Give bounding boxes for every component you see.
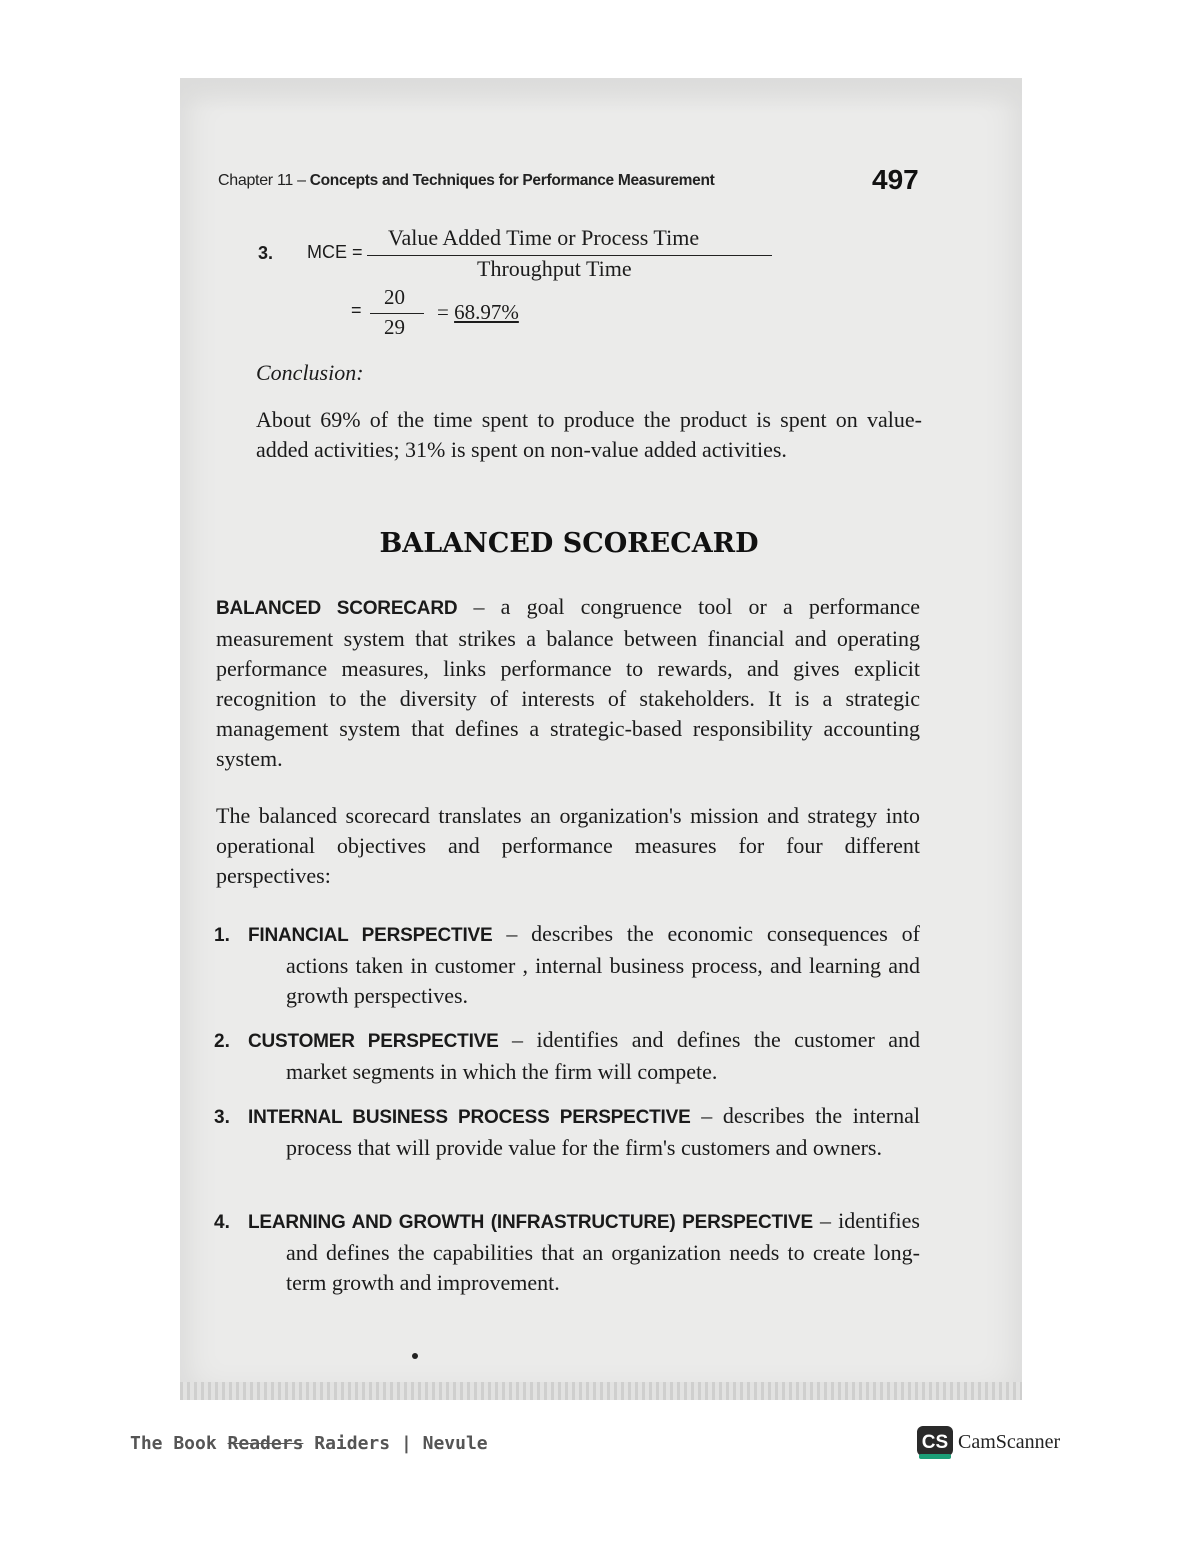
list-item (214, 1025, 920, 1087)
item-number: 4. (214, 1212, 230, 1233)
definition-paragraph (216, 592, 920, 774)
logo-text: CS (921, 1432, 949, 1453)
running-header (218, 172, 714, 190)
conclusion-text: About 69% of the time spent to produce the product is spent on value-added activities; 31% is spent on non-value added activities. (256, 407, 922, 462)
result-value: 68.97% (454, 300, 519, 324)
chapter-prefix: Chapter 11 – (218, 172, 306, 189)
item-continuation: and defines the capabilities that an organization needs to create long-term growth and improvement. (286, 1240, 920, 1295)
value-denominator: 29 (384, 315, 405, 339)
credit-struck: Readers (227, 1433, 304, 1454)
list-item (214, 1101, 920, 1163)
item-continuation: market segments in which the firm will compete. (286, 1059, 718, 1084)
item-term: CUSTOMER PERSPECTIVE (248, 1031, 499, 1052)
scan-speck (412, 1353, 418, 1359)
formula-numerator: Value Added Time or Process Time (388, 225, 700, 250)
footer-credit (130, 1433, 488, 1454)
definition-text: – a goal congruence tool or a performance measurement system that strikes a balance between financial and operating performance measures, links performance to rewards, and gives explicit recognition to the diversity of interests of stakeholders. It is a strategic management system that defines a strategic-based responsibility accounting system. (216, 594, 920, 771)
logo-accent (919, 1454, 951, 1459)
item-continuation: process that will provide value for the firm's customers and owners. (286, 1135, 882, 1160)
conclusion-label: Conclusion: (256, 360, 364, 385)
chapter-title: Concepts and Techniques for Performance Measurement (305, 172, 715, 189)
item-first-line: – describes the internal (690, 1103, 920, 1128)
credit-prefix: The Book (130, 1433, 228, 1454)
scan-top-shadow (180, 78, 1022, 112)
credit-suffix: Raiders | Nevule (303, 1433, 488, 1454)
value-fraction-bar (370, 313, 424, 314)
formula-denominator: Throughput Time (477, 256, 632, 281)
item-number: 1. (214, 925, 230, 946)
camscanner-logo-icon (917, 1426, 953, 1460)
formula-result (437, 300, 519, 325)
mce-label: MCE = (307, 242, 363, 262)
formula-item-number: 3. (258, 243, 274, 263)
list-item (214, 1206, 920, 1298)
item-term: FINANCIAL PERSPECTIVE (248, 925, 493, 946)
definition-term: BALANCED SCORECARD (216, 598, 458, 619)
item-term: INTERNAL BUSINESS PROCESS PERSPECTIVE (248, 1107, 691, 1128)
item-first-line: – identifies and defines the customer and (498, 1027, 920, 1052)
value-numerator: 20 (384, 285, 405, 309)
section-title: BALANCED SCORECARD (379, 528, 759, 559)
camscanner-name: CamScanner (958, 1431, 1061, 1453)
item-first-line: – describes the economic consequences of (492, 921, 920, 946)
item-first-line: – identifies (812, 1208, 920, 1233)
list-item (214, 919, 920, 1011)
page-number: 497 (872, 164, 919, 195)
item-number: 3. (214, 1107, 230, 1128)
result-prefix: = (437, 300, 455, 324)
scan-bottom-edge (180, 1382, 1022, 1400)
item-number: 2. (214, 1031, 230, 1052)
equals-sign: = (351, 300, 362, 320)
perspectives-intro: The balanced scorecard translates an organization's mission and strategy into operational objectives and performance measures for four different perspectives: (216, 803, 920, 888)
item-continuation: actions taken in customer , internal business process, and learning and growth perspectives. (286, 953, 920, 1008)
item-term: LEARNING AND GROWTH (INFRASTRUCTURE) PERSPECTIVE (248, 1212, 813, 1233)
